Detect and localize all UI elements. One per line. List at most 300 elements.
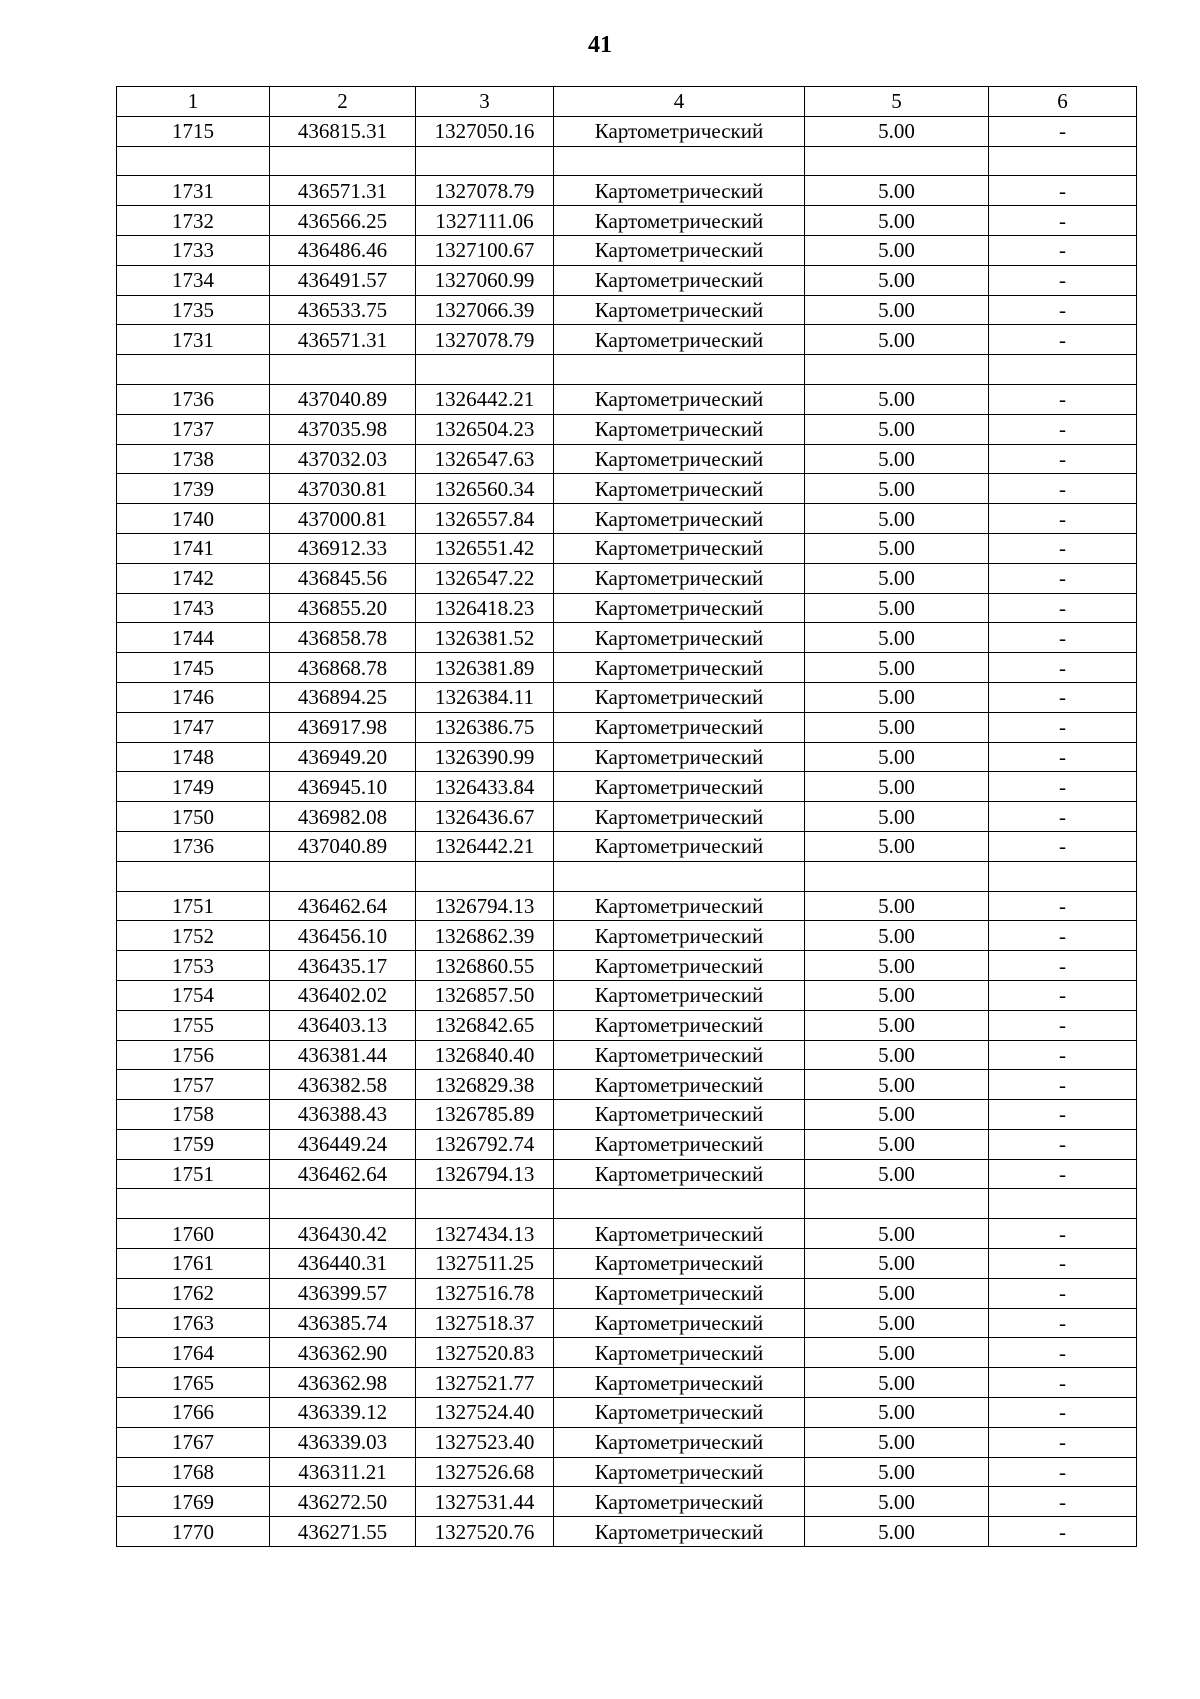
column-header: 6 — [989, 87, 1137, 117]
x-coordinate-cell: 436912.33 — [270, 533, 416, 563]
method-cell — [554, 1189, 805, 1219]
accuracy-cell — [805, 146, 989, 176]
point-number-cell: 1760 — [117, 1219, 270, 1249]
separator-row — [117, 1189, 1137, 1219]
note-cell: - — [989, 891, 1137, 921]
method-cell: Картометрический — [554, 384, 805, 414]
x-coordinate-cell: 436435.17 — [270, 951, 416, 981]
table-row — [117, 1457, 1137, 1487]
y-coordinate-cell: 1326794.13 — [416, 891, 554, 921]
y-coordinate-cell: 1327511.25 — [416, 1249, 554, 1279]
y-coordinate-cell: 1327523.40 — [416, 1427, 554, 1457]
y-coordinate-cell: 1326860.55 — [416, 951, 554, 981]
note-cell: - — [989, 1010, 1137, 1040]
note-cell: - — [989, 1100, 1137, 1130]
note-cell: - — [989, 1338, 1137, 1368]
y-coordinate-cell: 1326551.42 — [416, 533, 554, 563]
x-coordinate-cell: 436533.75 — [270, 295, 416, 325]
table-row — [117, 712, 1137, 742]
note-cell: - — [989, 504, 1137, 534]
accuracy-cell: 5.00 — [805, 1219, 989, 1249]
page-number: 41 — [588, 32, 612, 58]
y-coordinate-cell: 1326418.23 — [416, 593, 554, 623]
x-coordinate-cell: 436815.31 — [270, 116, 416, 146]
method-cell: Картометрический — [554, 235, 805, 265]
point-number-cell: 1742 — [117, 563, 270, 593]
note-cell: - — [989, 176, 1137, 206]
table-row — [117, 1427, 1137, 1457]
accuracy-cell: 5.00 — [805, 682, 989, 712]
method-cell: Картометрический — [554, 712, 805, 742]
x-coordinate-cell: 436858.78 — [270, 623, 416, 653]
accuracy-cell: 5.00 — [805, 1249, 989, 1279]
method-cell: Картометрический — [554, 533, 805, 563]
y-coordinate-cell: 1326442.21 — [416, 831, 554, 861]
method-cell: Картометрический — [554, 772, 805, 802]
method-cell: Картометрический — [554, 980, 805, 1010]
y-coordinate-cell: 1327111.06 — [416, 206, 554, 236]
method-cell: Картометрический — [554, 1338, 805, 1368]
table-row — [117, 980, 1137, 1010]
y-coordinate-cell: 1326794.13 — [416, 1159, 554, 1189]
note-cell: - — [989, 116, 1137, 146]
method-cell: Картометрический — [554, 116, 805, 146]
accuracy-cell: 5.00 — [805, 444, 989, 474]
point-number-cell: 1743 — [117, 593, 270, 623]
accuracy-cell: 5.00 — [805, 116, 989, 146]
method-cell: Картометрический — [554, 206, 805, 236]
table-row — [117, 951, 1137, 981]
table-row — [117, 235, 1137, 265]
method-cell: Картометрический — [554, 1010, 805, 1040]
table-header-row — [117, 87, 1137, 117]
point-number-cell: 1762 — [117, 1278, 270, 1308]
x-coordinate-cell: 436272.50 — [270, 1487, 416, 1517]
table-row — [117, 802, 1137, 832]
x-coordinate-cell: 436855.20 — [270, 593, 416, 623]
point-number-cell: 1736 — [117, 384, 270, 414]
accuracy-cell: 5.00 — [805, 1070, 989, 1100]
x-coordinate-cell: 436449.24 — [270, 1129, 416, 1159]
coordinates-table — [116, 86, 1137, 1547]
point-number-cell: 1754 — [117, 980, 270, 1010]
x-coordinate-cell: 436462.64 — [270, 1159, 416, 1189]
accuracy-cell: 5.00 — [805, 414, 989, 444]
accuracy-cell: 5.00 — [805, 951, 989, 981]
y-coordinate-cell: 1326436.67 — [416, 802, 554, 832]
column-header: 1 — [117, 87, 270, 117]
table-row — [117, 831, 1137, 861]
table-row — [117, 1308, 1137, 1338]
y-coordinate-cell — [416, 1189, 554, 1219]
note-cell: - — [989, 1308, 1137, 1338]
accuracy-cell: 5.00 — [805, 235, 989, 265]
x-coordinate-cell: 436271.55 — [270, 1517, 416, 1547]
y-coordinate-cell: 1326433.84 — [416, 772, 554, 802]
note-cell: - — [989, 474, 1137, 504]
method-cell: Картометрический — [554, 802, 805, 832]
accuracy-cell: 5.00 — [805, 1040, 989, 1070]
x-coordinate-cell: 436456.10 — [270, 921, 416, 951]
y-coordinate-cell: 1326386.75 — [416, 712, 554, 742]
table-row — [117, 176, 1137, 206]
table-row — [117, 1070, 1137, 1100]
note-cell: - — [989, 1040, 1137, 1070]
y-coordinate-cell: 1327520.83 — [416, 1338, 554, 1368]
x-coordinate-cell — [270, 355, 416, 385]
method-cell: Картометрический — [554, 1368, 805, 1398]
accuracy-cell: 5.00 — [805, 265, 989, 295]
note-cell: - — [989, 593, 1137, 623]
accuracy-cell: 5.00 — [805, 1010, 989, 1040]
accuracy-cell: 5.00 — [805, 325, 989, 355]
method-cell — [554, 355, 805, 385]
accuracy-cell: 5.00 — [805, 295, 989, 325]
table-row — [117, 1487, 1137, 1517]
accuracy-cell: 5.00 — [805, 1278, 989, 1308]
table-row — [117, 533, 1137, 563]
x-coordinate-cell: 436339.03 — [270, 1427, 416, 1457]
point-number-cell: 1763 — [117, 1308, 270, 1338]
x-coordinate-cell: 436945.10 — [270, 772, 416, 802]
point-number-cell: 1737 — [117, 414, 270, 444]
x-coordinate-cell: 436491.57 — [270, 265, 416, 295]
table-row — [117, 921, 1137, 951]
point-number-cell — [117, 355, 270, 385]
table-row — [117, 1398, 1137, 1428]
x-coordinate-cell — [270, 146, 416, 176]
x-coordinate-cell: 437040.89 — [270, 384, 416, 414]
accuracy-cell: 5.00 — [805, 504, 989, 534]
method-cell: Картометрический — [554, 1457, 805, 1487]
accuracy-cell: 5.00 — [805, 1517, 989, 1547]
note-cell: - — [989, 1398, 1137, 1428]
method-cell: Картометрический — [554, 1249, 805, 1279]
table-row — [117, 265, 1137, 295]
note-cell: - — [989, 563, 1137, 593]
point-number-cell: 1735 — [117, 295, 270, 325]
note-cell: - — [989, 623, 1137, 653]
table-row — [117, 1249, 1137, 1279]
point-number-cell: 1752 — [117, 921, 270, 951]
y-coordinate-cell: 1326442.21 — [416, 384, 554, 414]
note-cell: - — [989, 1129, 1137, 1159]
y-coordinate-cell: 1327078.79 — [416, 325, 554, 355]
table-row — [117, 1159, 1137, 1189]
y-coordinate-cell: 1327434.13 — [416, 1219, 554, 1249]
point-number-cell — [117, 146, 270, 176]
point-number-cell: 1769 — [117, 1487, 270, 1517]
point-number-cell: 1765 — [117, 1368, 270, 1398]
note-cell: - — [989, 265, 1137, 295]
accuracy-cell: 5.00 — [805, 802, 989, 832]
y-coordinate-cell: 1327520.76 — [416, 1517, 554, 1547]
y-coordinate-cell: 1327050.16 — [416, 116, 554, 146]
x-coordinate-cell: 436382.58 — [270, 1070, 416, 1100]
note-cell: - — [989, 1457, 1137, 1487]
y-coordinate-cell: 1327078.79 — [416, 176, 554, 206]
note-cell: - — [989, 235, 1137, 265]
x-coordinate-cell: 436486.46 — [270, 235, 416, 265]
y-coordinate-cell — [416, 146, 554, 176]
column-header: 2 — [270, 87, 416, 117]
method-cell: Картометрический — [554, 1100, 805, 1130]
y-coordinate-cell — [416, 355, 554, 385]
table-row — [117, 653, 1137, 683]
method-cell: Картометрический — [554, 295, 805, 325]
point-number-cell: 1746 — [117, 682, 270, 712]
table-row — [117, 414, 1137, 444]
accuracy-cell — [805, 1189, 989, 1219]
point-number-cell: 1731 — [117, 325, 270, 355]
accuracy-cell: 5.00 — [805, 921, 989, 951]
note-cell — [989, 861, 1137, 891]
y-coordinate-cell: 1326560.34 — [416, 474, 554, 504]
method-cell: Картометрический — [554, 1398, 805, 1428]
y-coordinate-cell: 1327521.77 — [416, 1368, 554, 1398]
x-coordinate-cell: 436845.56 — [270, 563, 416, 593]
column-header: 5 — [805, 87, 989, 117]
note-cell: - — [989, 682, 1137, 712]
table-row — [117, 563, 1137, 593]
method-cell: Картометрический — [554, 1159, 805, 1189]
accuracy-cell: 5.00 — [805, 1487, 989, 1517]
note-cell — [989, 146, 1137, 176]
method-cell: Картометрический — [554, 504, 805, 534]
y-coordinate-cell: 1327066.39 — [416, 295, 554, 325]
method-cell: Картометрический — [554, 951, 805, 981]
y-coordinate-cell: 1326792.74 — [416, 1129, 554, 1159]
y-coordinate-cell: 1326840.40 — [416, 1040, 554, 1070]
method-cell: Картометрический — [554, 1487, 805, 1517]
table-row — [117, 742, 1137, 772]
y-coordinate-cell: 1326557.84 — [416, 504, 554, 534]
y-coordinate-cell: 1326381.89 — [416, 653, 554, 683]
accuracy-cell: 5.00 — [805, 563, 989, 593]
x-coordinate-cell: 437030.81 — [270, 474, 416, 504]
point-number-cell: 1753 — [117, 951, 270, 981]
accuracy-cell — [805, 861, 989, 891]
point-number-cell: 1739 — [117, 474, 270, 504]
x-coordinate-cell — [270, 861, 416, 891]
accuracy-cell: 5.00 — [805, 623, 989, 653]
table-row — [117, 1368, 1137, 1398]
note-cell: - — [989, 444, 1137, 474]
y-coordinate-cell: 1326862.39 — [416, 921, 554, 951]
x-coordinate-cell: 436566.25 — [270, 206, 416, 236]
accuracy-cell: 5.00 — [805, 1100, 989, 1130]
y-coordinate-cell: 1327100.67 — [416, 235, 554, 265]
table-row — [117, 623, 1137, 653]
note-cell: - — [989, 1278, 1137, 1308]
point-number-cell: 1748 — [117, 742, 270, 772]
point-number-cell: 1747 — [117, 712, 270, 742]
x-coordinate-cell: 436982.08 — [270, 802, 416, 832]
table-row — [117, 444, 1137, 474]
point-number-cell: 1738 — [117, 444, 270, 474]
x-coordinate-cell: 436571.31 — [270, 176, 416, 206]
table-row — [117, 1338, 1137, 1368]
y-coordinate-cell: 1327060.99 — [416, 265, 554, 295]
method-cell: Картометрический — [554, 1427, 805, 1457]
accuracy-cell — [805, 355, 989, 385]
note-cell: - — [989, 921, 1137, 951]
accuracy-cell: 5.00 — [805, 1457, 989, 1487]
point-number-cell: 1740 — [117, 504, 270, 534]
accuracy-cell: 5.00 — [805, 384, 989, 414]
x-coordinate-cell: 436381.44 — [270, 1040, 416, 1070]
method-cell: Картометрический — [554, 742, 805, 772]
y-coordinate-cell: 1326384.11 — [416, 682, 554, 712]
method-cell: Картометрический — [554, 1129, 805, 1159]
method-cell — [554, 146, 805, 176]
point-number-cell: 1751 — [117, 1159, 270, 1189]
note-cell: - — [989, 1368, 1137, 1398]
point-number-cell: 1731 — [117, 176, 270, 206]
y-coordinate-cell: 1326547.22 — [416, 563, 554, 593]
note-cell: - — [989, 1517, 1137, 1547]
note-cell: - — [989, 772, 1137, 802]
table-row — [117, 1278, 1137, 1308]
note-cell: - — [989, 951, 1137, 981]
x-coordinate-cell: 436917.98 — [270, 712, 416, 742]
note-cell: - — [989, 414, 1137, 444]
accuracy-cell: 5.00 — [805, 1368, 989, 1398]
accuracy-cell: 5.00 — [805, 1398, 989, 1428]
x-coordinate-cell: 436399.57 — [270, 1278, 416, 1308]
method-cell: Картометрический — [554, 265, 805, 295]
accuracy-cell: 5.00 — [805, 772, 989, 802]
y-coordinate-cell: 1326390.99 — [416, 742, 554, 772]
point-number-cell: 1750 — [117, 802, 270, 832]
x-coordinate-cell — [270, 1189, 416, 1219]
y-coordinate-cell: 1327526.68 — [416, 1457, 554, 1487]
table-row — [117, 891, 1137, 921]
table-row — [117, 772, 1137, 802]
note-cell: - — [989, 653, 1137, 683]
method-cell: Картометрический — [554, 325, 805, 355]
column-header: 4 — [554, 87, 805, 117]
method-cell: Картометрический — [554, 593, 805, 623]
accuracy-cell: 5.00 — [805, 1129, 989, 1159]
point-number-cell: 1764 — [117, 1338, 270, 1368]
method-cell: Картометрический — [554, 1278, 805, 1308]
x-coordinate-cell: 436402.02 — [270, 980, 416, 1010]
note-cell: - — [989, 1487, 1137, 1517]
x-coordinate-cell: 437000.81 — [270, 504, 416, 534]
table-row — [117, 384, 1137, 414]
table-body — [117, 87, 1137, 1547]
y-coordinate-cell: 1326785.89 — [416, 1100, 554, 1130]
table-row — [117, 504, 1137, 534]
accuracy-cell: 5.00 — [805, 1338, 989, 1368]
y-coordinate-cell: 1327524.40 — [416, 1398, 554, 1428]
y-coordinate-cell: 1327516.78 — [416, 1278, 554, 1308]
note-cell: - — [989, 742, 1137, 772]
note-cell: - — [989, 831, 1137, 861]
y-coordinate-cell: 1327518.37 — [416, 1308, 554, 1338]
method-cell: Картометрический — [554, 1219, 805, 1249]
method-cell: Картометрический — [554, 623, 805, 653]
x-coordinate-cell: 436388.43 — [270, 1100, 416, 1130]
point-number-cell: 1766 — [117, 1398, 270, 1428]
separator-row — [117, 355, 1137, 385]
note-cell: - — [989, 325, 1137, 355]
table-row — [117, 295, 1137, 325]
method-cell: Картометрический — [554, 682, 805, 712]
accuracy-cell: 5.00 — [805, 742, 989, 772]
point-number-cell: 1732 — [117, 206, 270, 236]
point-number-cell: 1755 — [117, 1010, 270, 1040]
table-row — [117, 1010, 1137, 1040]
y-coordinate-cell: 1327531.44 — [416, 1487, 554, 1517]
method-cell — [554, 861, 805, 891]
accuracy-cell: 5.00 — [805, 712, 989, 742]
point-number-cell: 1767 — [117, 1427, 270, 1457]
accuracy-cell: 5.00 — [805, 831, 989, 861]
note-cell: - — [989, 712, 1137, 742]
x-coordinate-cell: 437040.89 — [270, 831, 416, 861]
point-number-cell: 1757 — [117, 1070, 270, 1100]
x-coordinate-cell: 437035.98 — [270, 414, 416, 444]
point-number-cell: 1734 — [117, 265, 270, 295]
table-row — [117, 1219, 1137, 1249]
point-number-cell: 1761 — [117, 1249, 270, 1279]
y-coordinate-cell: 1326504.23 — [416, 414, 554, 444]
x-coordinate-cell: 436462.64 — [270, 891, 416, 921]
y-coordinate-cell — [416, 861, 554, 891]
x-coordinate-cell: 436440.31 — [270, 1249, 416, 1279]
x-coordinate-cell: 436311.21 — [270, 1457, 416, 1487]
x-coordinate-cell: 436362.98 — [270, 1368, 416, 1398]
y-coordinate-cell: 1326829.38 — [416, 1070, 554, 1100]
x-coordinate-cell: 436868.78 — [270, 653, 416, 683]
note-cell: - — [989, 1070, 1137, 1100]
method-cell: Картометрический — [554, 1308, 805, 1338]
table-row — [117, 325, 1137, 355]
note-cell: - — [989, 1219, 1137, 1249]
x-coordinate-cell: 436949.20 — [270, 742, 416, 772]
accuracy-cell: 5.00 — [805, 891, 989, 921]
point-number-cell: 1741 — [117, 533, 270, 563]
x-coordinate-cell: 436403.13 — [270, 1010, 416, 1040]
y-coordinate-cell: 1326857.50 — [416, 980, 554, 1010]
method-cell: Картометрический — [554, 474, 805, 504]
accuracy-cell: 5.00 — [805, 1427, 989, 1457]
x-coordinate-cell: 436339.12 — [270, 1398, 416, 1428]
method-cell: Картометрический — [554, 891, 805, 921]
y-coordinate-cell: 1326547.63 — [416, 444, 554, 474]
accuracy-cell: 5.00 — [805, 1159, 989, 1189]
x-coordinate-cell: 436571.31 — [270, 325, 416, 355]
x-coordinate-cell: 436894.25 — [270, 682, 416, 712]
point-number-cell: 1744 — [117, 623, 270, 653]
note-cell: - — [989, 802, 1137, 832]
table-row — [117, 682, 1137, 712]
point-number-cell: 1736 — [117, 831, 270, 861]
note-cell: - — [989, 1427, 1137, 1457]
point-number-cell: 1756 — [117, 1040, 270, 1070]
method-cell: Картометрический — [554, 1040, 805, 1070]
note-cell: - — [989, 533, 1137, 563]
accuracy-cell: 5.00 — [805, 1308, 989, 1338]
table-row — [117, 593, 1137, 623]
table-row — [117, 206, 1137, 236]
note-cell: - — [989, 384, 1137, 414]
point-number-cell — [117, 1189, 270, 1219]
note-cell: - — [989, 1249, 1137, 1279]
accuracy-cell: 5.00 — [805, 533, 989, 563]
